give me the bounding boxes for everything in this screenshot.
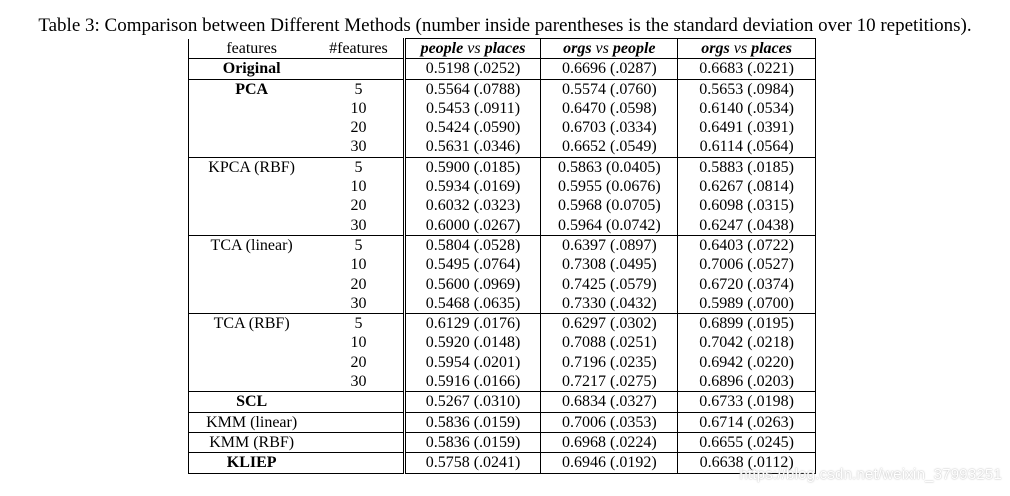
table-row <box>189 412 816 432</box>
num-features-cell <box>314 432 404 452</box>
table-row <box>189 275 816 294</box>
value-cell: 0.7425 (.0579) <box>541 275 678 294</box>
method-cell <box>189 255 315 274</box>
table-row <box>189 255 816 274</box>
table-row <box>189 196 816 215</box>
num-features-cell: 20 <box>350 353 367 371</box>
num-features-cell: 20 <box>350 119 367 137</box>
num-features-cell: 5 <box>314 79 404 99</box>
table-row <box>189 216 816 236</box>
watermark: https://blog.csdn.net/weixin_37993251 <box>739 466 1002 483</box>
header-m1-left: people <box>420 40 464 57</box>
num-features-cell: 20 <box>350 197 367 215</box>
value-cell: 0.5564 (.0788) <box>404 79 541 99</box>
num-features-cell <box>314 453 404 473</box>
value-cell: 0.5954 (.0201) <box>404 353 541 372</box>
method-cell: Original <box>189 59 315 79</box>
value-cell: 0.5468 (.0635) <box>404 294 541 314</box>
method-cell <box>189 275 315 294</box>
header-orgs-vs-people <box>541 39 678 59</box>
table-body <box>189 59 816 473</box>
header-m3-vs: vs <box>733 40 748 57</box>
value-cell: 0.6098 (.0315) <box>678 196 816 215</box>
value-cell: 0.7308 (.0495) <box>541 255 678 274</box>
header-row <box>189 39 816 59</box>
header-m2-left: orgs <box>563 40 592 57</box>
value-cell: 0.5934 (.0169) <box>404 177 541 196</box>
method-cell: KMM (linear) <box>189 412 315 432</box>
value-cell: 0.5198 (.0252) <box>404 59 541 79</box>
num-features-cell: 10 <box>350 256 367 274</box>
results-table <box>188 38 816 474</box>
num-features-cell: 20 <box>350 275 367 293</box>
table-row <box>189 333 816 352</box>
num-features-cell: 30 <box>314 137 404 157</box>
method-cell <box>189 99 315 118</box>
method-cell: KLIEP <box>189 453 315 473</box>
value-cell: 0.6946 (.0192) <box>541 453 678 473</box>
method-cell <box>189 372 315 392</box>
value-cell: 0.6470 (.0598) <box>541 99 678 118</box>
header-m2-right: people <box>612 40 656 57</box>
value-cell: 0.7006 (.0353) <box>541 412 678 432</box>
value-cell: 0.5424 (.0590) <box>404 118 541 137</box>
num-features-cell: 30 <box>314 372 404 392</box>
num-features-cell: 30 <box>314 216 404 236</box>
num-features-cell: 5 <box>314 235 404 255</box>
method-cell <box>189 196 315 215</box>
method-cell: TCA (RBF) <box>189 314 315 334</box>
method-cell <box>189 333 315 352</box>
table-row <box>189 372 816 392</box>
table-row <box>189 294 816 314</box>
value-cell: 0.5989 (.0700) <box>678 294 816 314</box>
value-cell: 0.5863 (0.0405) <box>541 157 678 177</box>
num-features-cell <box>314 59 404 79</box>
table-row <box>189 157 816 177</box>
table-row <box>189 235 816 255</box>
value-cell: 0.6140 (.0534) <box>678 99 816 118</box>
value-cell: 0.6683 (.0221) <box>678 59 816 79</box>
num-features-cell <box>314 412 404 432</box>
table-row <box>189 59 816 79</box>
value-cell: 0.6696 (.0287) <box>541 59 678 79</box>
value-cell: 0.6638 (.0112) <box>678 453 816 473</box>
value-cell: 0.6652 (.0549) <box>541 137 678 157</box>
header-m1-vs: vs <box>467 40 481 57</box>
table-row <box>189 453 816 473</box>
value-cell: 0.5495 (.0764) <box>404 255 541 274</box>
header-m1-right: places <box>484 40 526 57</box>
value-cell: 0.5758 (.0241) <box>404 453 541 473</box>
value-cell: 0.6267 (.0814) <box>678 177 816 196</box>
method-cell <box>189 137 315 157</box>
value-cell: 0.5267 (.0310) <box>404 392 541 412</box>
value-cell: 0.7330 (.0432) <box>541 294 678 314</box>
method-cell: SCL <box>189 392 315 412</box>
value-cell: 0.5920 (.0148) <box>404 333 541 352</box>
value-cell: 0.6733 (.0198) <box>678 392 816 412</box>
num-features-cell: 30 <box>314 294 404 314</box>
value-cell: 0.6000 (.0267) <box>404 216 541 236</box>
value-cell: 0.5900 (.0185) <box>404 157 541 177</box>
value-cell: 0.6720 (.0374) <box>678 275 816 294</box>
value-cell: 0.5968 (0.0705) <box>541 196 678 215</box>
num-features-cell <box>314 392 404 412</box>
method-cell: KMM (RBF) <box>189 432 315 452</box>
value-cell: 0.5574 (.0760) <box>541 79 678 99</box>
table-row <box>189 118 816 137</box>
table-row <box>189 177 816 196</box>
value-cell: 0.5964 (0.0742) <box>541 216 678 236</box>
value-cell: 0.6714 (.0263) <box>678 412 816 432</box>
num-features-cell: 5 <box>314 314 404 334</box>
value-cell: 0.5916 (.0166) <box>404 372 541 392</box>
value-cell: 0.5631 (.0346) <box>404 137 541 157</box>
table-row <box>189 314 816 334</box>
method-cell <box>189 294 315 314</box>
value-cell: 0.6491 (.0391) <box>678 118 816 137</box>
value-cell: 0.7088 (.0251) <box>541 333 678 352</box>
value-cell: 0.6247 (.0438) <box>678 216 816 236</box>
value-cell: 0.6403 (.0722) <box>678 235 816 255</box>
header-m3-right: places <box>751 40 792 57</box>
value-cell: 0.6942 (.0220) <box>678 353 816 372</box>
value-cell: 0.6968 (.0224) <box>541 432 678 452</box>
header-orgs-vs-places <box>678 39 816 59</box>
value-cell: 0.6896 (.0203) <box>678 372 816 392</box>
table-row <box>189 392 816 412</box>
value-cell: 0.6397 (.0897) <box>541 235 678 255</box>
method-cell: KPCA (RBF) <box>189 157 315 177</box>
value-cell: 0.6114 (.0564) <box>678 137 816 157</box>
header-m2-vs: vs <box>595 40 609 57</box>
table-row <box>189 79 816 99</box>
value-cell: 0.5653 (.0984) <box>678 79 816 99</box>
value-cell: 0.5804 (.0528) <box>404 235 541 255</box>
header-m3-left: orgs <box>701 40 730 57</box>
value-cell: 0.6834 (.0327) <box>541 392 678 412</box>
table-caption: Table 3: Comparison between Different Methods (number inside parentheses is the standard deviation over 10 repetitions). <box>38 15 972 36</box>
value-cell: 0.6032 (.0323) <box>404 196 541 215</box>
header-people-vs-places <box>404 39 541 59</box>
method-cell: PCA <box>189 79 315 99</box>
value-cell: 0.5883 (.0185) <box>678 157 816 177</box>
num-features-cell: 10 <box>350 178 367 196</box>
table-row <box>189 137 816 157</box>
value-cell: 0.7042 (.0218) <box>678 333 816 352</box>
method-cell <box>189 353 315 372</box>
table-row <box>189 432 816 452</box>
num-features-cell: 5 <box>314 157 404 177</box>
header-num-features: #features <box>329 39 388 57</box>
value-cell: 0.5836 (.0159) <box>404 432 541 452</box>
table-row <box>189 353 816 372</box>
table-row <box>189 99 816 118</box>
value-cell: 0.7006 (.0527) <box>678 255 816 274</box>
value-cell: 0.5600 (.0969) <box>404 275 541 294</box>
value-cell: 0.6703 (.0334) <box>541 118 678 137</box>
method-cell <box>189 118 315 137</box>
value-cell: 0.6297 (.0302) <box>541 314 678 334</box>
value-cell: 0.5955 (0.0676) <box>541 177 678 196</box>
value-cell: 0.6655 (.0245) <box>678 432 816 452</box>
value-cell: 0.5836 (.0159) <box>404 412 541 432</box>
value-cell: 0.7217 (.0275) <box>541 372 678 392</box>
num-features-cell: 10 <box>350 99 367 117</box>
value-cell: 0.6899 (.0195) <box>678 314 816 334</box>
num-features-cell: 10 <box>350 334 367 352</box>
method-cell <box>189 177 315 196</box>
method-cell: TCA (linear) <box>189 235 315 255</box>
header-features: features <box>189 39 315 59</box>
value-cell: 0.5453 (.0911) <box>404 99 541 118</box>
value-cell: 0.6129 (.0176) <box>404 314 541 334</box>
method-cell <box>189 216 315 236</box>
value-cell: 0.7196 (.0235) <box>541 353 678 372</box>
